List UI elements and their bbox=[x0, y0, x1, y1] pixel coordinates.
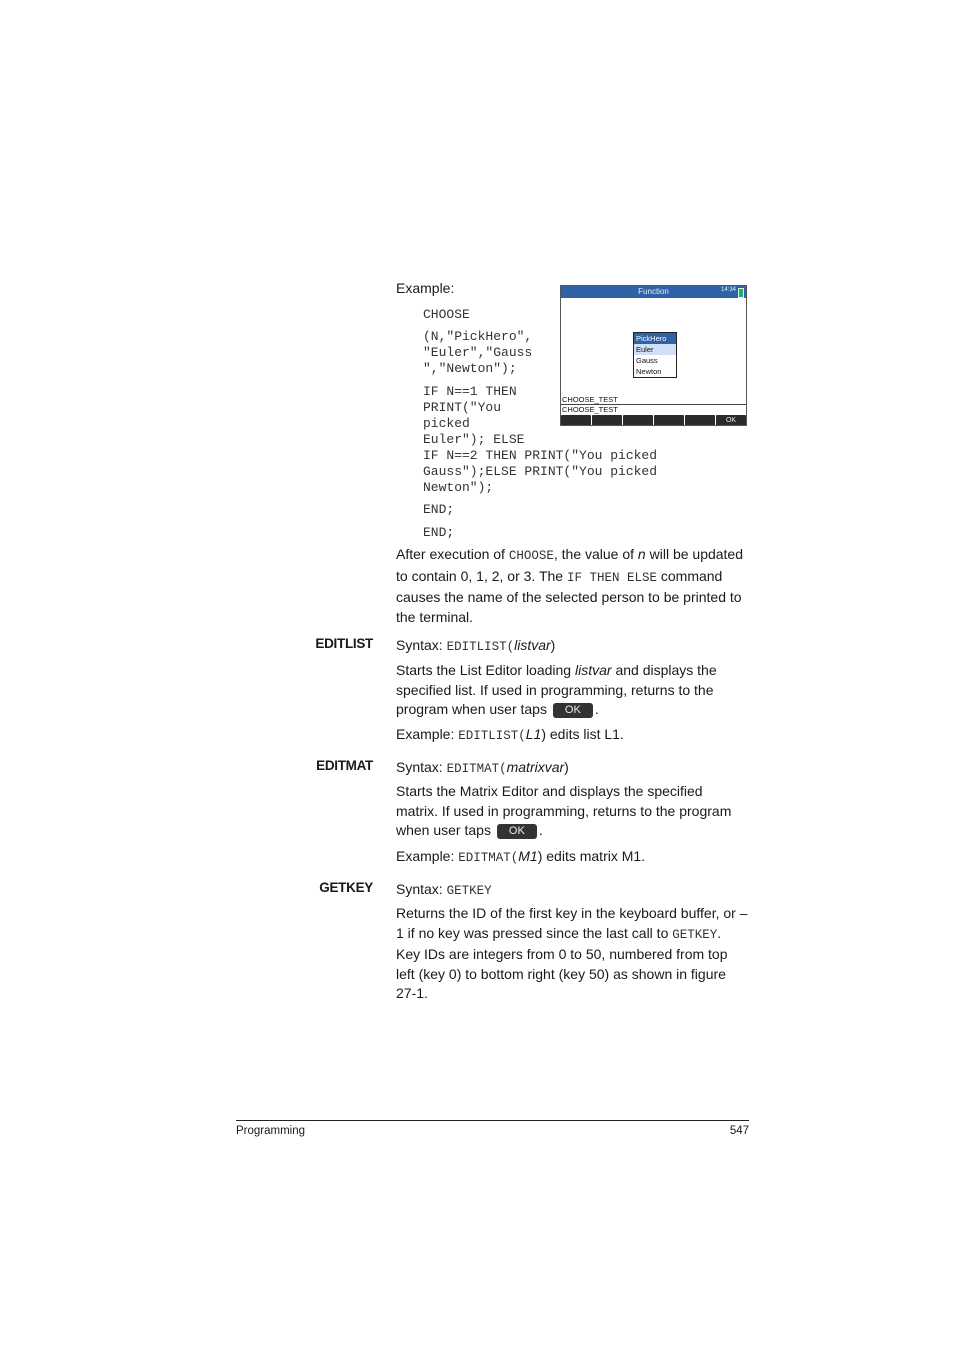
choose-explanation bbox=[396, 545, 748, 627]
calc-title-bar bbox=[561, 286, 746, 298]
text: , the value of bbox=[553, 546, 638, 562]
code: GETKEY bbox=[446, 884, 492, 898]
example-label: Example: bbox=[396, 280, 455, 296]
arg: M1 bbox=[518, 848, 538, 864]
softkey-1[interactable] bbox=[561, 415, 591, 426]
code: EDITMAT( bbox=[446, 762, 507, 776]
term-getkey: GETKEY bbox=[319, 880, 373, 895]
editlist-example bbox=[396, 725, 748, 747]
text: Starts the List Editor loading bbox=[396, 662, 575, 678]
text: Returns the ID of the first key in the keyboard buffer, or –1 if no key was pressed since the last call to bbox=[396, 905, 748, 941]
ok-button: OK bbox=[497, 824, 537, 839]
code-if-then-else: IF THEN ELSE bbox=[566, 570, 657, 585]
editlist-syntax bbox=[396, 636, 748, 658]
editlist-description bbox=[396, 661, 748, 720]
code: EDITLIST( bbox=[458, 729, 526, 743]
page-number: 547 bbox=[729, 1125, 749, 1137]
history-line-1: CHOOSE_TEST bbox=[562, 395, 618, 404]
term-editlist: EDITLIST bbox=[315, 636, 373, 651]
text: ) bbox=[550, 637, 556, 653]
var-n: n bbox=[637, 546, 646, 562]
code-line-choose: CHOOSE bbox=[423, 307, 470, 322]
arg: L1 bbox=[525, 726, 542, 742]
text: . bbox=[538, 822, 543, 838]
text: Syntax: bbox=[396, 637, 447, 653]
text: . bbox=[594, 701, 599, 717]
text: ) bbox=[564, 759, 569, 775]
footer-section: Programming bbox=[236, 1125, 306, 1137]
text: will be updated to contain 0, 1, 2, or 3. The bbox=[396, 546, 744, 584]
calculator-screenshot bbox=[560, 285, 747, 426]
code: EDITLIST( bbox=[446, 640, 515, 654]
footer-rule bbox=[236, 1120, 749, 1121]
calc-title: Function bbox=[638, 287, 669, 296]
calc-clock: 14:34 bbox=[720, 287, 736, 293]
softkey-2[interactable] bbox=[592, 415, 622, 426]
term-editmat: EDITMAT bbox=[316, 758, 373, 773]
text: ) edits list L1. bbox=[541, 726, 624, 742]
text: command causes the name of the selected person to be printed to the terminal. bbox=[396, 567, 742, 625]
getkey-description bbox=[396, 904, 748, 1004]
choose-menu bbox=[633, 332, 677, 378]
softkey-4[interactable] bbox=[654, 415, 684, 426]
text: Example: bbox=[396, 848, 459, 864]
menu-header: PickHero bbox=[634, 333, 676, 344]
menu-item-euler[interactable]: Euler bbox=[634, 344, 676, 355]
editmat-syntax bbox=[396, 758, 748, 780]
ok-button: OK bbox=[553, 703, 593, 718]
battery-icon bbox=[738, 288, 744, 298]
menu-item-newton[interactable]: Newton bbox=[636, 367, 662, 376]
softkey-bar bbox=[561, 415, 746, 426]
softkey-5[interactable] bbox=[685, 415, 715, 426]
editmat-example bbox=[396, 847, 748, 869]
menu-item-gauss[interactable]: Gauss bbox=[636, 356, 658, 365]
code-line-end-2: END; bbox=[423, 525, 455, 540]
code-line-if: IF N==1 THEN PRINT("You picked Euler"); ELSE IF N==2 THEN PRINT("You picked Gauss");ELSE PRINT("You picked Newton"); bbox=[423, 384, 658, 495]
softkey-3[interactable] bbox=[623, 415, 653, 426]
code-line-end-1: END; bbox=[423, 502, 455, 517]
code: GETKEY bbox=[672, 927, 718, 942]
text: After execution of bbox=[396, 546, 509, 562]
text: Syntax: bbox=[396, 881, 447, 897]
text: Starts the Matrix Editor and displays the specified matrix. If used in programming, returns to the program when user taps bbox=[396, 783, 732, 838]
arg: listvar bbox=[514, 637, 551, 653]
arg: listvar bbox=[575, 662, 612, 678]
code-choose: CHOOSE bbox=[508, 549, 554, 563]
text: ) edits matrix M1. bbox=[537, 848, 646, 864]
editmat-description bbox=[396, 782, 748, 841]
softkey-ok[interactable]: OK bbox=[716, 415, 746, 426]
history-line-2: CHOOSE_TEST bbox=[562, 405, 618, 414]
text: Example: bbox=[396, 726, 459, 742]
text: Syntax: bbox=[396, 759, 447, 775]
code-line-args: (N,"PickHero", "Euler","Gauss ","Newton"); bbox=[423, 329, 533, 376]
getkey-syntax bbox=[396, 880, 748, 902]
text: . Key IDs are integers from 0 to 50, numbered from top left (key 0) to bottom right (key 50) as shown in figure 27-1. bbox=[396, 924, 728, 1001]
text: and displays the specified list. If used in programming, returns to the program when user taps bbox=[396, 662, 717, 717]
code: EDITMAT( bbox=[458, 851, 519, 865]
arg: matrixvar bbox=[506, 759, 565, 775]
